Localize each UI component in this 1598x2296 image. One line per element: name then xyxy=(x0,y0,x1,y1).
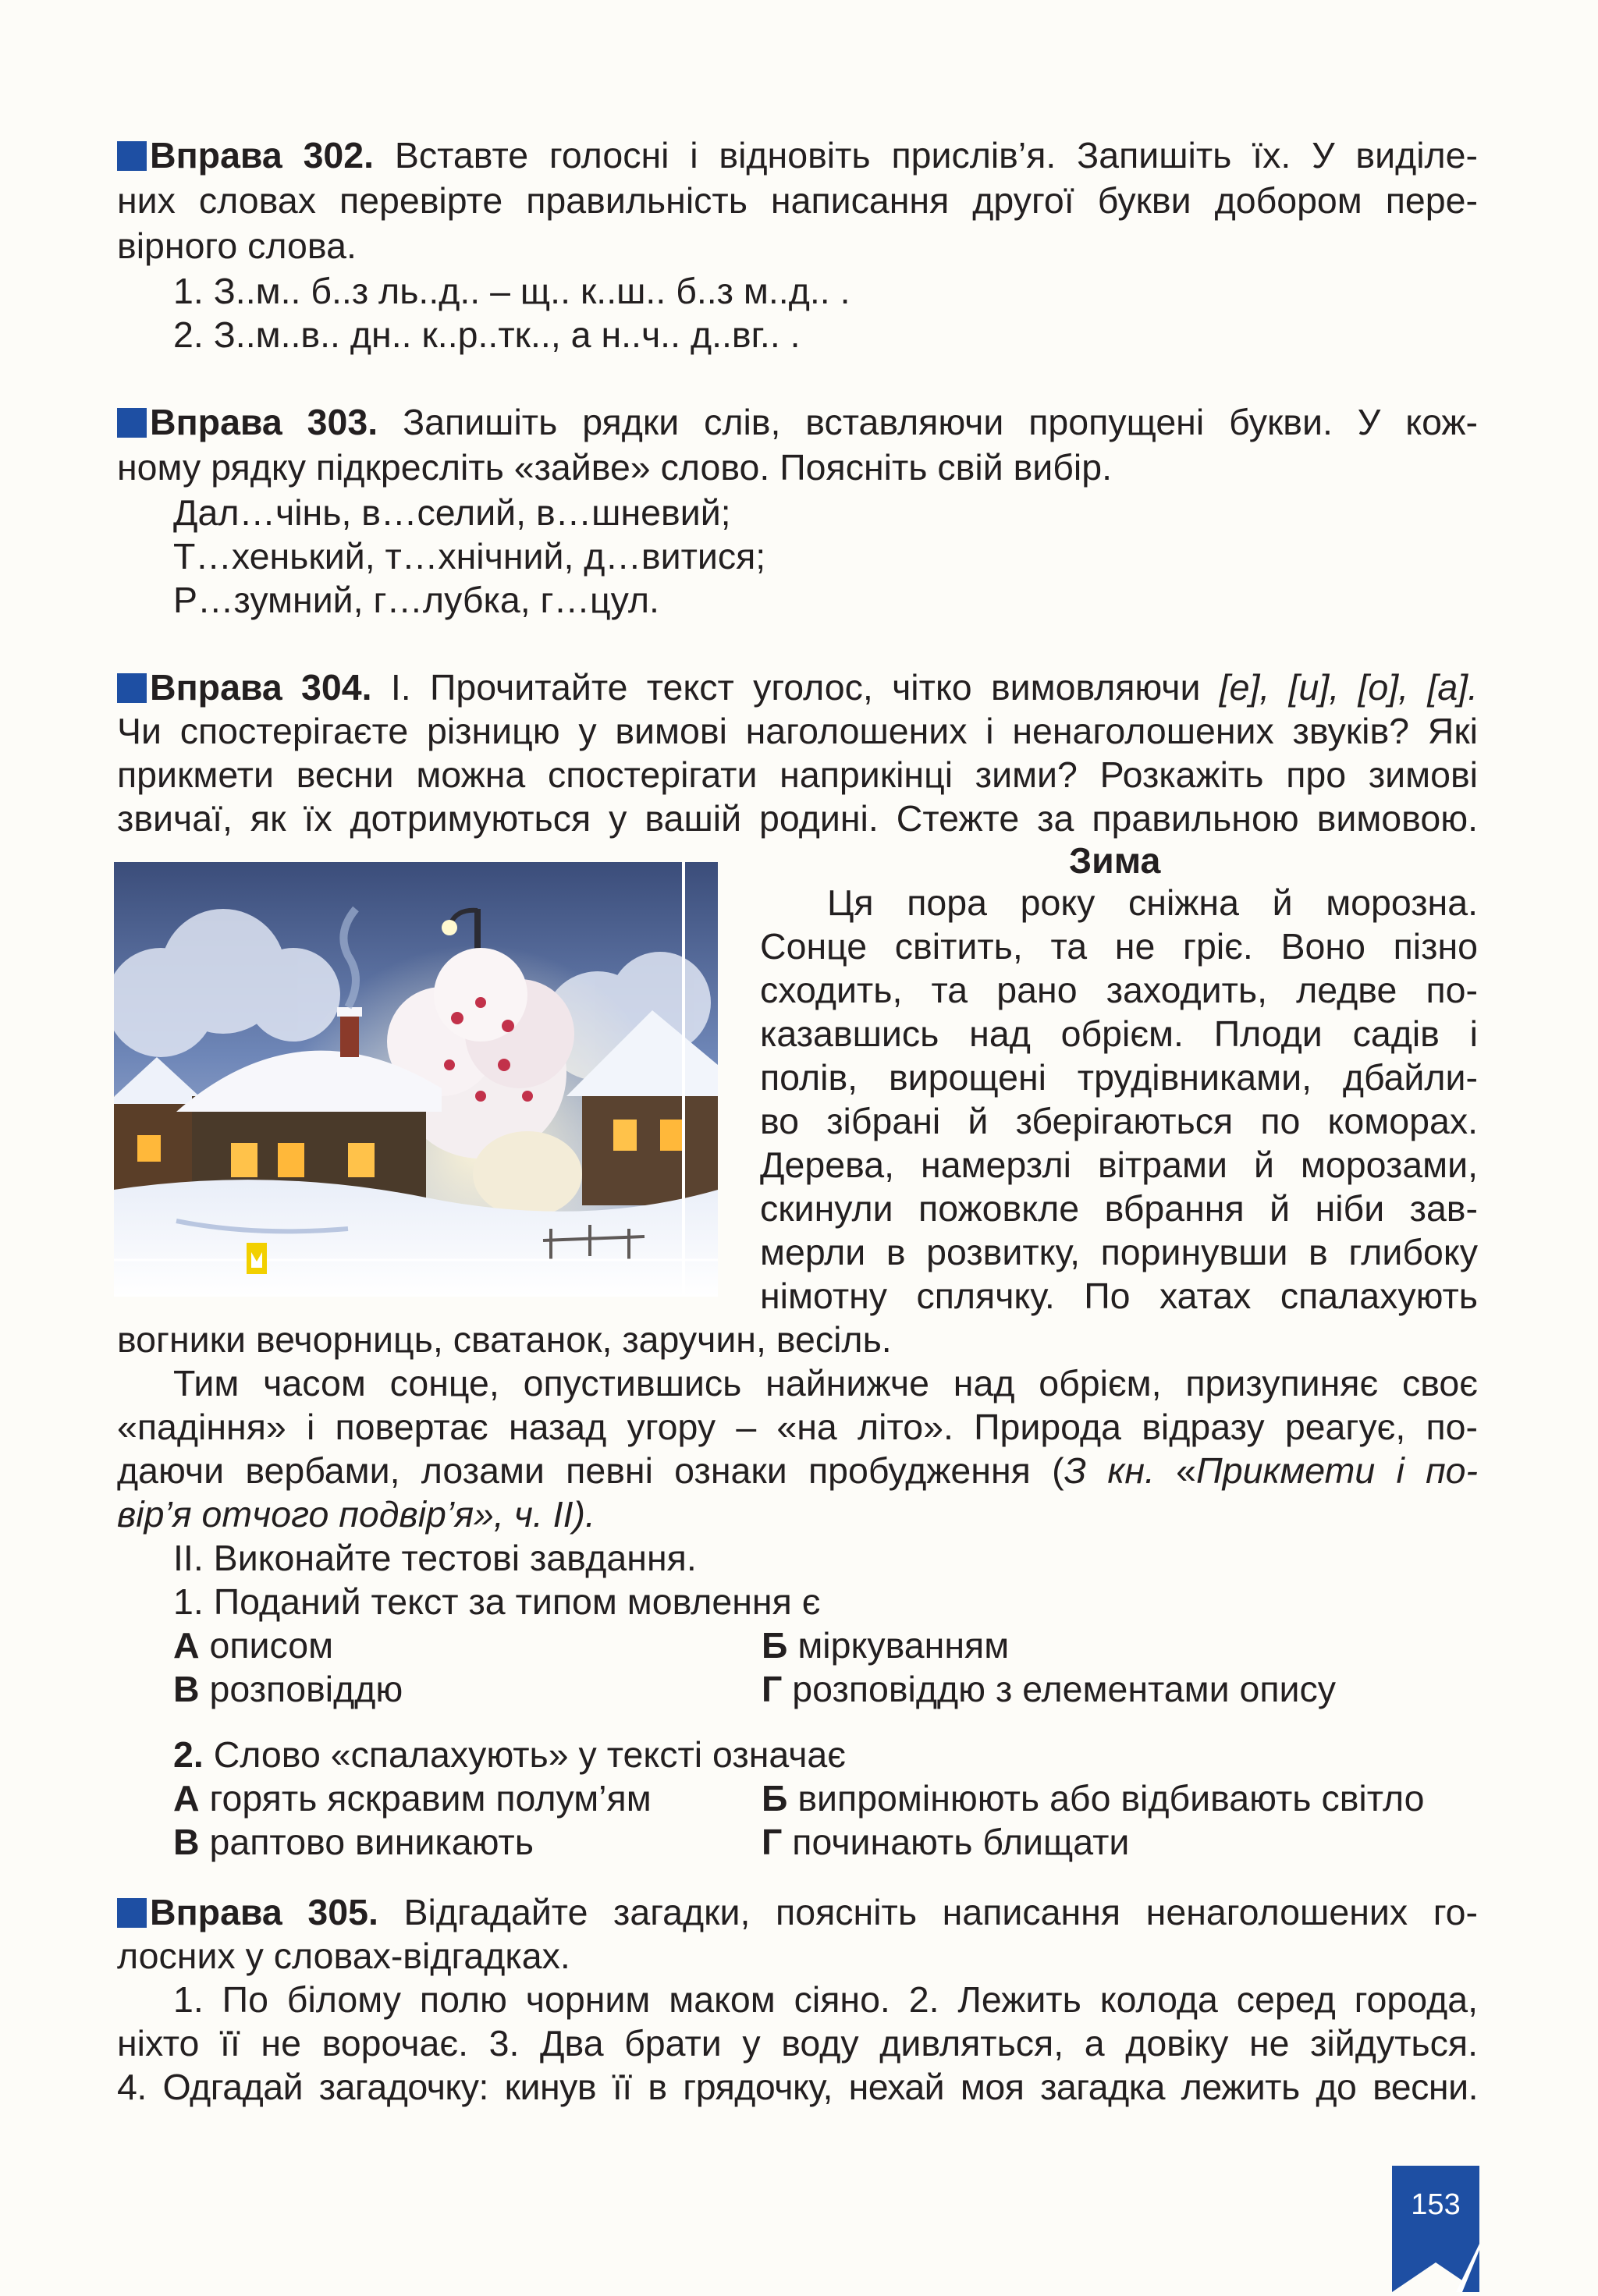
q1-option-d: Г розповіддю з елементами опису xyxy=(762,1669,1337,1709)
question-1: 1. Поданий текст за типом мовлення є xyxy=(173,1581,821,1622)
square-bullet-icon xyxy=(117,1898,147,1928)
q2-option-c: В раптово виникають xyxy=(173,1822,534,1862)
q2-option-d: Г починають блищати xyxy=(762,1822,1130,1862)
story-text: Сонце світить, та не гріє. Воно пізно xyxy=(760,926,1478,967)
story-text: Ця пора року сніжна й морозна. xyxy=(827,882,1478,923)
winter-village-illustration xyxy=(114,862,718,1297)
story-text: полів, вирощені трудівниками, дбайли- xyxy=(760,1057,1478,1098)
ex303-item: Т…хенький, т…хнічний, д…витися; xyxy=(173,536,766,577)
square-bullet-icon xyxy=(117,408,147,438)
page-number-badge xyxy=(1392,2166,1479,2292)
trident-logo-icon xyxy=(247,1243,267,1274)
ex304-text: прикмети весни можна спостерігати наприкінці зими? Розкажіть про зимові xyxy=(117,754,1478,795)
story-text: Дерева, намерзлі вітрами й морозами, xyxy=(760,1144,1478,1185)
ex305-text: 4. Одгадай загадочку: кинув її в грядочку, нехай моя загадка лежить до весни. xyxy=(117,2067,1478,2107)
story-text: сходить, та рано заходить, ледве по- xyxy=(760,970,1478,1010)
ex302-item: 2. З..м..в.. дн.. к..р..тк.., а н..ч.. д..вг.. . xyxy=(173,314,801,355)
ex304-text: Чи спостерігаєте різницю у вимові наголошених і ненаголошених звуків? Які xyxy=(117,711,1478,751)
ex303-label: Вправа 303. xyxy=(150,402,378,442)
story-text: німотну сплячку. По хатах спалахують xyxy=(760,1276,1478,1316)
story-title: Зима xyxy=(1069,840,1161,881)
ex302-text: Вставте голосні і відновіть прислів’я. Запишіть їх. У виділе- xyxy=(394,135,1479,176)
story-text-with-source: даючи вербами, лозами певні ознаки пробудження (З кн. «Прикмети і по- xyxy=(117,1450,1479,1491)
story-text: казавшись над обрієм. Плоди садів і xyxy=(760,1013,1478,1054)
ex304-label: Вправа 304. xyxy=(150,667,372,708)
ex305-heading-line xyxy=(117,1891,1478,1933)
ex303-item: Р…зумний, г…лубка, г…цул. xyxy=(173,580,659,620)
ex302-text: них словах перевірте правильність написання другої букви добором пере- xyxy=(117,180,1478,221)
ex302-label: Вправа 302. xyxy=(150,135,375,176)
q1-option-c: В розповіддю xyxy=(173,1669,403,1709)
story-text: во зібрані й зберігаються по коморах. xyxy=(760,1101,1478,1141)
bookmark-icon xyxy=(1392,2166,1479,2292)
ex305-text: 1. По білому полю чорним маком сіяно. 2. Лежить колода серед города, xyxy=(173,1979,1478,2020)
story-text: мерли в розвитку, поринувши в глибоку xyxy=(760,1232,1478,1272)
ex304-text: звичаї, як їх дотримуються у вашій родині. Стежте за правильною вимовою. xyxy=(117,798,1478,839)
ex304-text: І. Прочитайте текст уголос, чітко вимовляючи xyxy=(390,667,1201,708)
ex305-label: Вправа 305. xyxy=(150,1892,378,1932)
story-text: вогники вечорниць, сватанок, заручин, весіль. xyxy=(117,1319,892,1360)
story-text: «падіння» і повертає назад угору – «на літо». Природа відразу реагує, по- xyxy=(117,1407,1478,1447)
ex304-sounds: [е], [и], [о], [а]. xyxy=(1219,667,1479,708)
ex305-text: ніхто її не ворочає. 3. Два брати у воду дивляться, а довіку не зійдуться. xyxy=(117,2023,1478,2064)
ex303-text: ному рядку підкресліть «зайве» слово. Поясніть свій вибір. xyxy=(117,447,1113,488)
source-abbrev: З кн. xyxy=(1064,1450,1155,1491)
story-text: скинули пожовкле вбрання й ніби зав- xyxy=(760,1188,1478,1229)
square-bullet-icon xyxy=(117,141,147,171)
task-heading: ІІ. Виконайте тестові завдання. xyxy=(173,1538,697,1578)
question-2: 2. Слово «спалахують» у тексті означає xyxy=(173,1734,847,1775)
story-text: Тим часом сонце, опустившись найнижче над обрієм, призупиняє своє xyxy=(173,1363,1478,1404)
ex303-item: Дал…чінь, в…селий, в…шневий; xyxy=(173,492,731,533)
ex304-heading-line xyxy=(117,666,1478,708)
q1-option-a: А описом xyxy=(173,1625,334,1666)
ex302-item: 1. З..м.. б..з ль..д.. – щ.. к..ш.. б..з м..д.. . xyxy=(173,271,850,311)
ex305-text: лосних у словах-відгадках. xyxy=(117,1936,570,1976)
ex303-heading-line xyxy=(117,401,1478,443)
page-number: 153 xyxy=(1411,2188,1461,2221)
ex303-text: Запишіть рядки слів, вставляючи пропущені букви. У кож- xyxy=(403,402,1479,442)
q1-option-b: Б міркуванням xyxy=(762,1625,1010,1666)
source-title: вір’я отчого подвір’я», ч. ІІ). xyxy=(117,1494,595,1535)
ex302-heading-line xyxy=(117,134,1478,176)
source-title: Прикмети і по- xyxy=(1196,1450,1479,1491)
square-bullet-icon xyxy=(117,673,147,703)
ex302-text: вірного слова. xyxy=(117,225,357,266)
q2-option-b: Б випромінюють або відбивають світло xyxy=(762,1778,1425,1819)
ex305-text: Відгадайте загадки, поясніть написання ненаголошених го- xyxy=(403,1892,1479,1932)
q2-option-a: А горять яскравим полум’ям xyxy=(173,1778,652,1819)
